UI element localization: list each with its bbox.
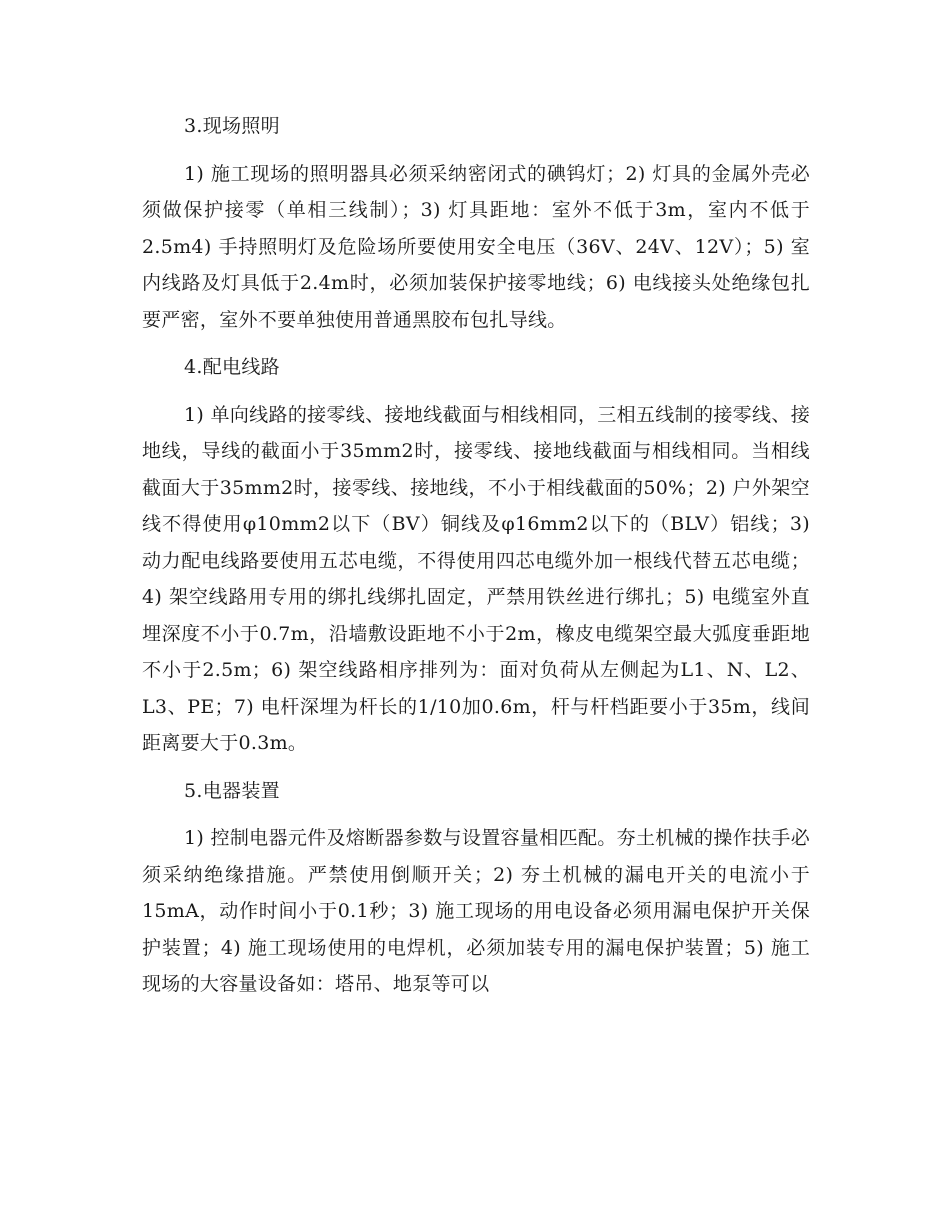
document-body bbox=[142, 108, 810, 1014]
section-heading: 5.电器装置 bbox=[184, 779, 280, 802]
section-heading: 3.现场照明 bbox=[184, 115, 280, 137]
section-paragraph: 1) 控制电器元件及熔断器参数与设置容量相匹配。夯土机械的操作扶手必须采纳绝缘措施。严禁使用倒顺开关；2) 夯土机械的漏电开关的电流小于15mA，动作时间小于0.1秒；3) 施工现场的用电设备必须用漏电保护开关保护装置；4) 施工现场使用的电焊机，必须加装专用的漏电保护装置；5) 施工现场的大容量设备如：塔吊、地泵等可以 bbox=[142, 827, 810, 995]
section-paragraph: 1) 单向线路的接零线、接地线截面与相线相同，三相五线制的接零线、接地线，导线的截面小于35mm2时，接零线、接地线截面与相线相同。当相线截面大于35mm2时，接零线、接地线，不小于相线截面的50%；2) 户外架空线不得使用φ10mm2以下（BV）铜线及φ16mm2以下的（BLV）铝线；3) 动力配电线路要使用五芯电缆，不得使用四芯电缆外加一根线代替五芯电缆；4) 架空线路用专用的绑扎线绑扎固定，严禁用铁丝进行绑扎；5) 电缆室外直埋深度不小于0.7m，沿墙敷设距地不小于2m，橡皮电缆架空最大弧度垂距地不小于2.5m；6) 架空线路相序排列为：面对负荷从左侧起为L1、N、L2、L3、PE；7) 电杆深埋为杆长的1/10加0.6m，杆与杆档距要小于35m，线间距离要大于0.3m。 bbox=[142, 403, 810, 754]
section-heading: 4.配电线路 bbox=[184, 356, 280, 378]
section-lighting bbox=[142, 108, 810, 338]
section-wiring bbox=[142, 349, 810, 762]
section-electrical-devices bbox=[142, 773, 810, 1003]
section-paragraph: 1) 施工现场的照明器具必须采纳密闭式的碘钨灯；2) 灯具的金属外壳必须做保护接零（单相三线制）；3) 灯具距地：室外不低于3m，室内不低于2.5m4) 手持照明灯及危险场所要使用安全电压（36V、24V、12V）；5) 室内线路及灯具低于2.4m时，必须加装保护接零地线；6) 电线接头处绝缘包扎要严密，室外不要单独使用普通黑胶布包扎导线。 bbox=[142, 162, 810, 331]
